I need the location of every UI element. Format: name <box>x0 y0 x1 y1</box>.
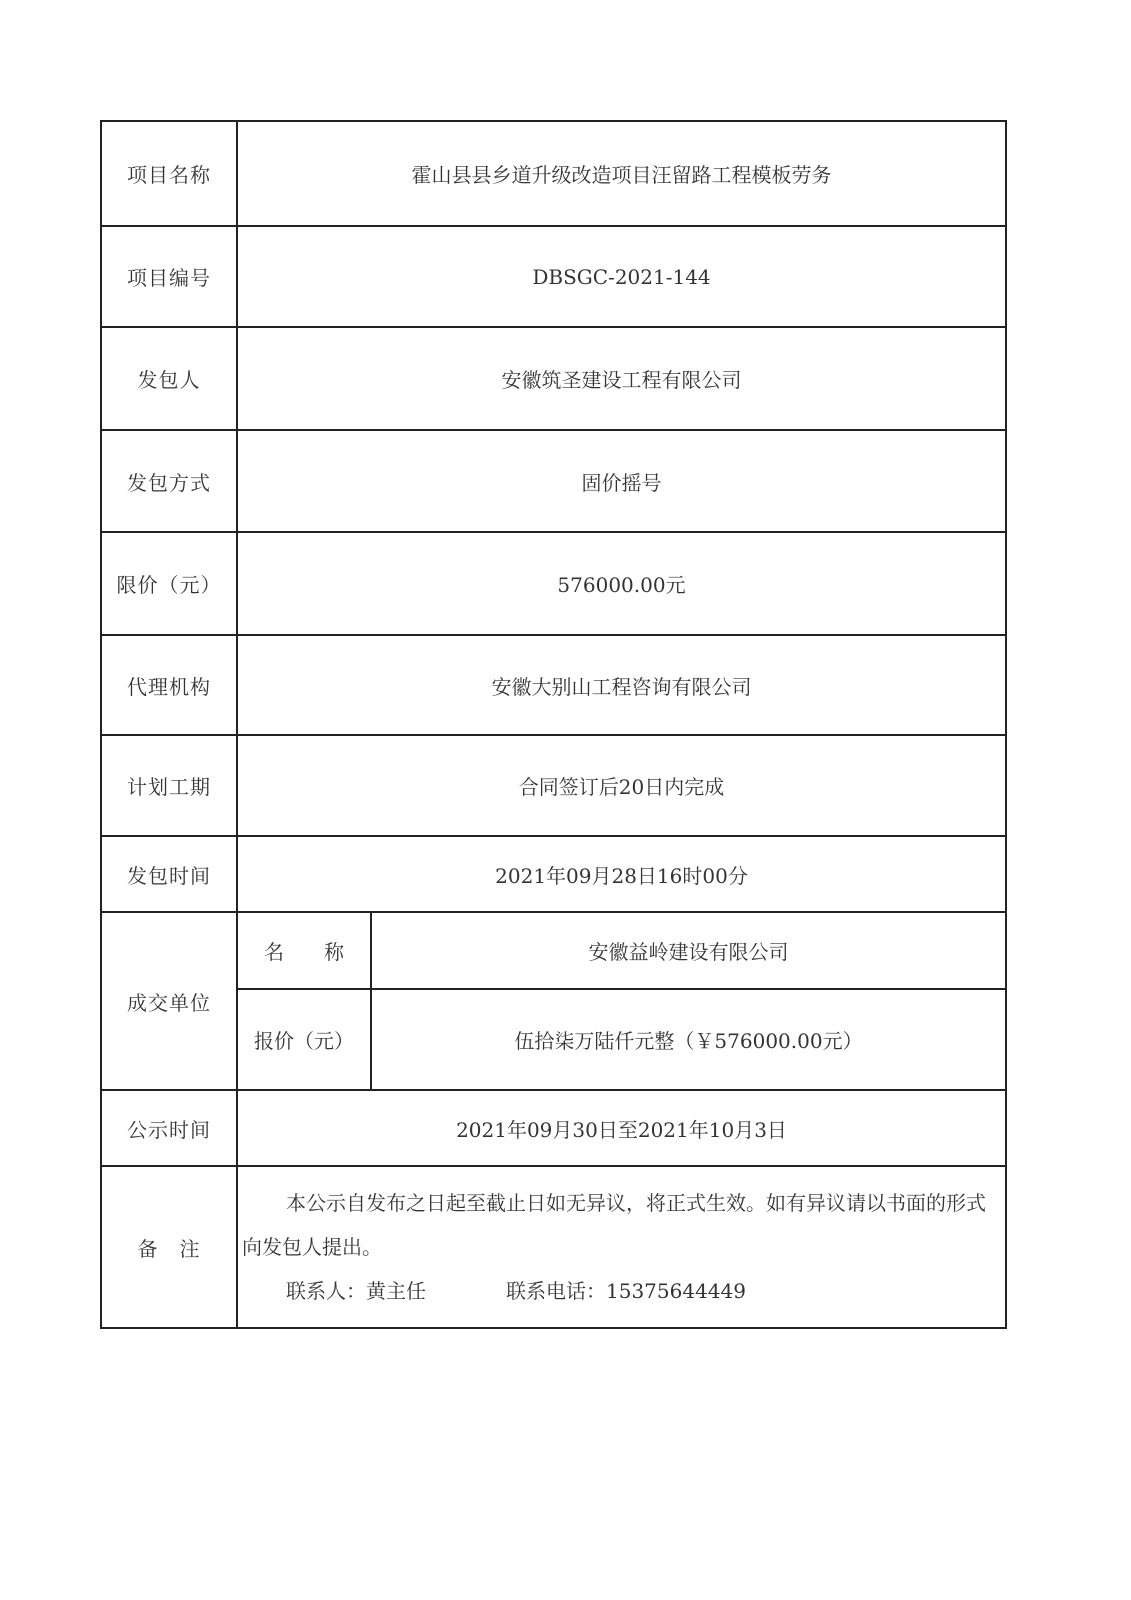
contact-line <box>242 1269 999 1313</box>
value: 安徽筑圣建设工程有限公司 <box>237 327 1006 430</box>
row-price-limit <box>101 532 1006 635</box>
row-winner-name <box>101 912 1006 989</box>
contact-person: 联系人：黄主任 <box>286 1279 426 1303</box>
remarks-text: 本公示自发布之日起至截止日如无异议，将正式生效。如有异议请以书面的形式向发包人提出。 <box>242 1191 986 1259</box>
row-issue-time <box>101 836 1006 912</box>
value: 576000.00元 <box>237 532 1006 635</box>
label: 代理机构 <box>101 635 237 735</box>
value: 安徽益岭建设有限公司 <box>371 912 1006 989</box>
row-duration <box>101 735 1006 836</box>
row-issuer <box>101 327 1006 430</box>
value: DBSGC-2021-144 <box>237 226 1006 327</box>
remarks-content <box>237 1166 1006 1328</box>
label: 发包人 <box>101 327 237 430</box>
label: 计划工期 <box>101 735 237 836</box>
value: 伍拾柒万陆仟元整（￥576000.00元） <box>371 989 1006 1090</box>
row-method <box>101 430 1006 532</box>
announcement-table <box>100 120 1007 1329</box>
label: 项目编号 <box>101 226 237 327</box>
label: 发包时间 <box>101 836 237 912</box>
label: 发包方式 <box>101 430 237 532</box>
label: 限价（元） <box>101 532 237 635</box>
value: 合同签订后20日内完成 <box>237 735 1006 836</box>
label: 公示时间 <box>101 1090 237 1166</box>
row-remarks <box>101 1166 1006 1328</box>
contact-phone: 联系电话：15375644449 <box>506 1279 746 1303</box>
label: 备 注 <box>101 1166 237 1328</box>
sub-label: 报价（元） <box>237 989 371 1090</box>
value: 2021年09月30日至2021年10月3日 <box>237 1090 1006 1166</box>
row-agency <box>101 635 1006 735</box>
row-project-name <box>101 121 1006 226</box>
row-project-no <box>101 226 1006 327</box>
label: 成交单位 <box>101 912 237 1090</box>
label: 项目名称 <box>101 121 237 226</box>
value: 霍山县县乡道升级改造项目汪留路工程模板劳务 <box>237 121 1006 226</box>
row-publicity-time <box>101 1090 1006 1166</box>
value: 2021年09月28日16时00分 <box>237 836 1006 912</box>
value: 安徽大别山工程咨询有限公司 <box>237 635 1006 735</box>
value: 固价摇号 <box>237 430 1006 532</box>
row-winner-quote <box>101 989 1006 1090</box>
sub-label: 名 称 <box>237 912 371 989</box>
